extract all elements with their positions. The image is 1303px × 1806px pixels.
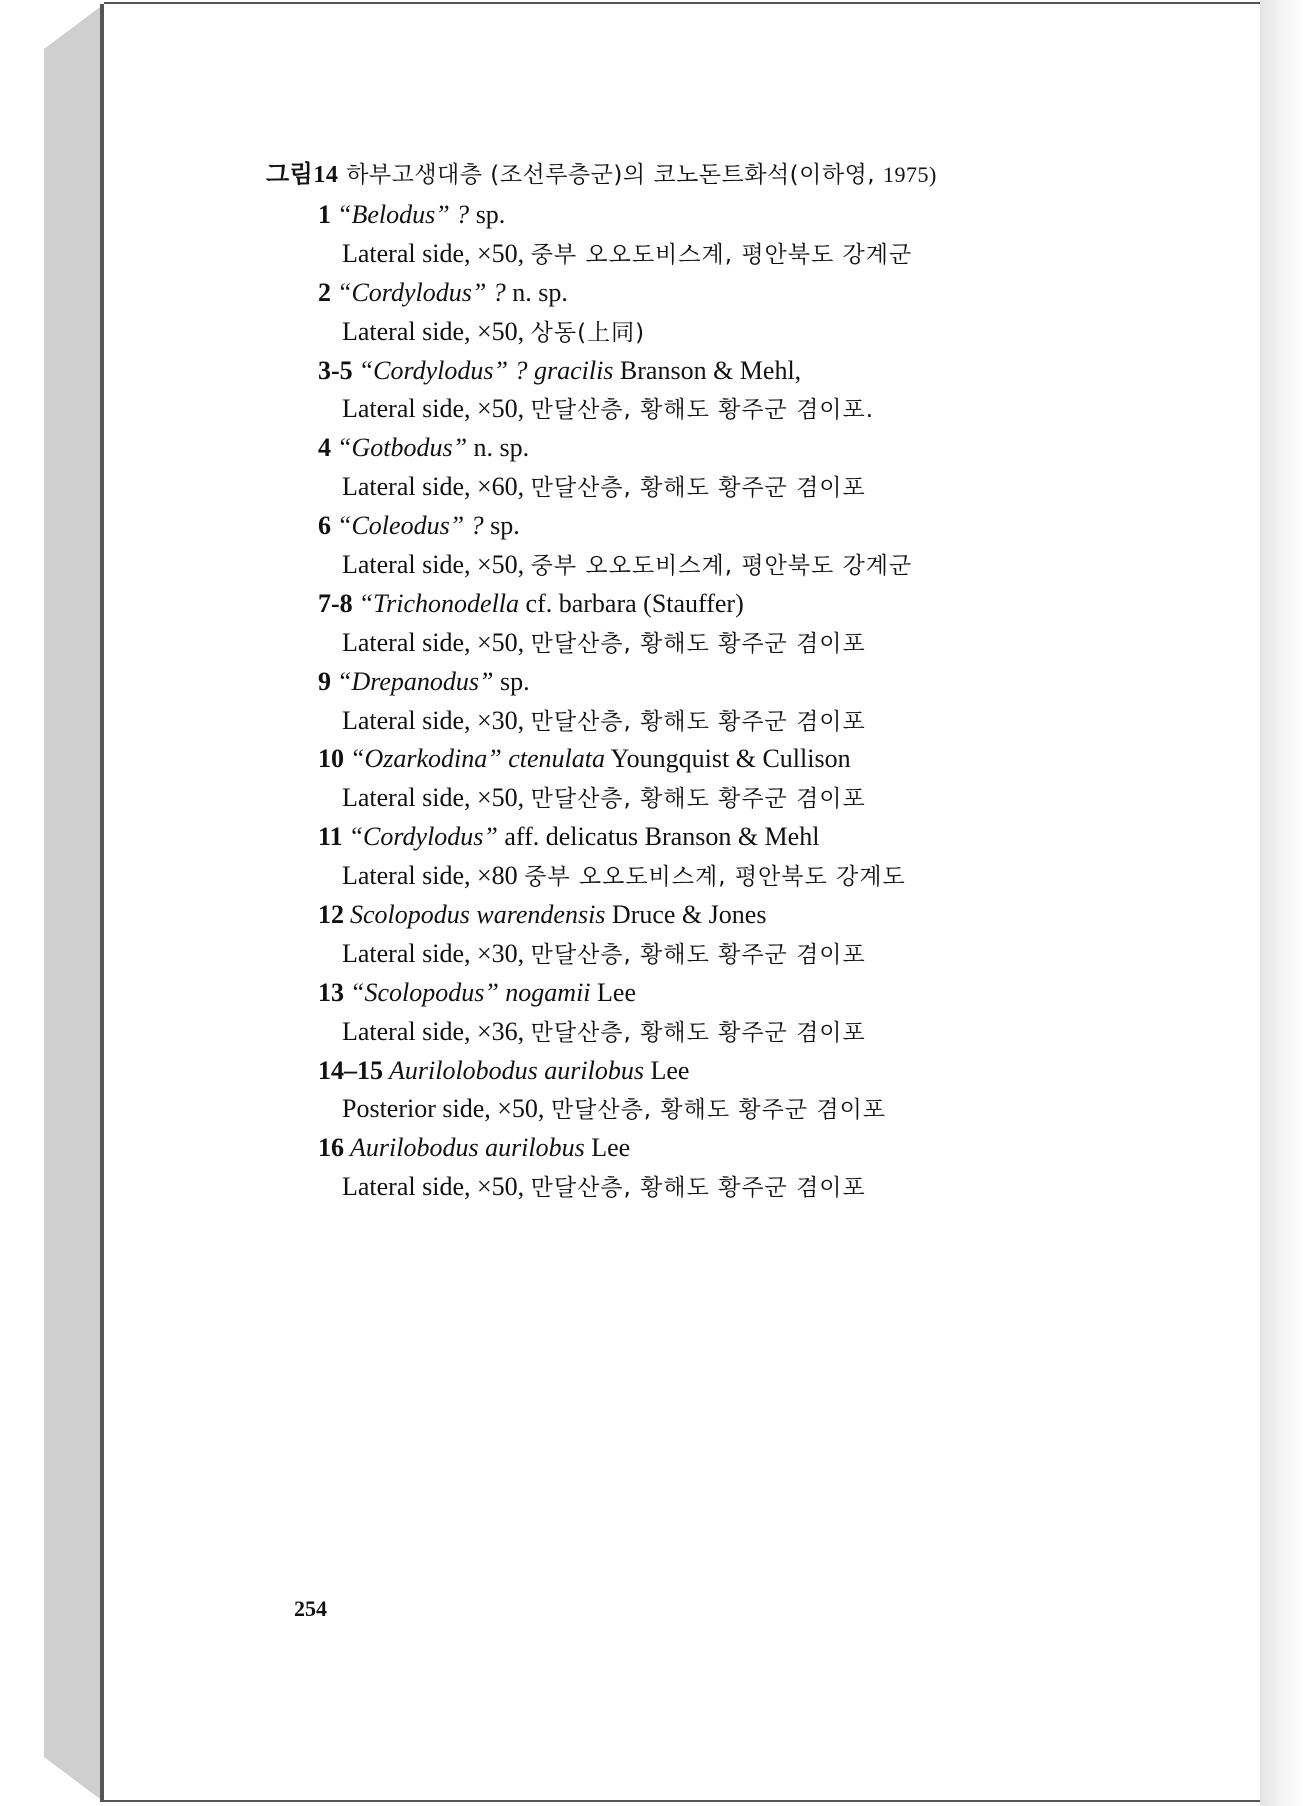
- entry-number: 11: [318, 822, 343, 852]
- entry-heading: [318, 274, 1218, 313]
- entry-view: Lateral side, ×50,: [342, 783, 525, 813]
- entry-view: Lateral side, ×50,: [342, 316, 525, 346]
- entry-author: cf. barbara (Stauffer): [525, 588, 744, 618]
- entry-view: Lateral side, ×50,: [342, 627, 525, 657]
- entry-detail: [318, 235, 1218, 274]
- entry-view: Lateral side, ×50,: [342, 1172, 525, 1202]
- entry-heading: [318, 1052, 1218, 1091]
- entry-locality: 만달산층, 황해도 황주군 겸이포: [530, 786, 866, 813]
- entry-heading: [318, 352, 1218, 391]
- entry-number: 9: [318, 666, 331, 696]
- entry-view: Lateral side, ×50,: [342, 238, 525, 268]
- entry-view: Lateral side, ×36,: [342, 1016, 525, 1046]
- entry-number: 16: [318, 1133, 344, 1163]
- entry-view: Lateral side, ×80: [342, 861, 518, 891]
- entry-locality: 만달산층, 황해도 황주군 겸이포: [530, 630, 866, 657]
- book-spine: [44, 4, 104, 1802]
- entry-view: Lateral side, ×60,: [342, 472, 525, 502]
- entry-taxon: “Scolopodus” nogamii: [350, 977, 591, 1007]
- entry-author: sp.: [500, 666, 530, 696]
- entry-detail: [318, 1168, 1218, 1207]
- entry-taxon: “Ozarkodina” ctenulata: [350, 744, 605, 774]
- entry-number: 2: [318, 277, 331, 307]
- entry-number: 4: [318, 433, 331, 463]
- entry-locality: 만달산층, 황해도 황주군 겸이포: [530, 1175, 866, 1202]
- entry-locality: 중부 오오도비스계, 평안북도 강계군: [530, 241, 913, 268]
- entry-number: 13: [318, 977, 344, 1007]
- entry-detail: [318, 468, 1218, 507]
- entry-author: Druce & Jones: [611, 900, 767, 930]
- page-shadow: [1260, 0, 1303, 1806]
- entry-taxon: Aurilolobodus aurilobus: [389, 1055, 644, 1085]
- entry-author: n. sp.: [473, 433, 530, 463]
- entry-heading: [318, 896, 1218, 935]
- entry-detail: [318, 702, 1218, 741]
- entry-taxon: “Cordylodus”: [348, 822, 498, 852]
- figure-year: 1975): [882, 162, 937, 187]
- figure-label: 그림14: [266, 162, 339, 188]
- entry-locality: 만달산층, 황해도 황주군 겸이포: [550, 1097, 887, 1124]
- entry-author: Lee: [597, 977, 636, 1007]
- entry-view: Lateral side, ×30,: [342, 705, 525, 735]
- entry-taxon: “Trichonodella: [358, 588, 520, 618]
- entry-taxon: “Belodus” ?: [337, 200, 470, 229]
- entry-number: 3-5: [318, 355, 353, 385]
- entry-number: 1: [318, 200, 331, 229]
- entry-taxon: Aurilobodus aurilobus: [350, 1133, 585, 1163]
- entry-number: 6: [318, 511, 331, 541]
- entry-author: Lee: [591, 1133, 631, 1163]
- entry-number: 7-8: [318, 588, 353, 618]
- entry-number: 14–15: [318, 1055, 383, 1085]
- entry-detail: [318, 779, 1218, 818]
- entry-heading: [318, 429, 1218, 468]
- entry-heading: [318, 818, 1218, 857]
- entry-heading: [318, 1129, 1218, 1168]
- entry-view: Lateral side, ×50,: [342, 550, 525, 580]
- entry-heading: [318, 507, 1218, 546]
- entry-number: 12: [318, 900, 344, 930]
- entry-detail: [318, 313, 1218, 352]
- entry-detail: [318, 935, 1218, 974]
- entry-locality: 상동(上同): [530, 319, 646, 346]
- entry-detail: [318, 1013, 1218, 1052]
- entry-heading: [318, 585, 1218, 624]
- entry-taxon: “Cordylodus” ?: [337, 277, 506, 307]
- entry-locality: 중부 오오도비스계, 평안북도 강계군: [530, 553, 913, 580]
- entry-locality: 중부 오오도비스계, 평안북도 강계도: [524, 864, 906, 891]
- entry-author: Lee: [650, 1055, 690, 1085]
- entry-heading: [318, 974, 1218, 1013]
- figure-title: 하부고생대층 (조선루층군)의 코노돈트화석(이하영,: [346, 162, 876, 188]
- entry-heading: [318, 740, 1218, 779]
- entry-author: aff. delicatus Branson & Mehl: [504, 822, 820, 852]
- entry-detail: [318, 390, 1218, 429]
- entry-taxon: “Coleodus” ?: [337, 511, 484, 541]
- entry-author: Branson & Mehl,: [619, 355, 802, 385]
- entry-detail: [318, 624, 1218, 663]
- entry-locality: 만달산층, 황해도 황주군 겸이포.: [530, 397, 875, 424]
- entry-heading: [318, 663, 1218, 702]
- entry-detail: [318, 546, 1218, 585]
- figure-entries: [318, 196, 1218, 1207]
- entry-locality: 만달산층, 황해도 황주군 겸이포: [530, 1019, 866, 1046]
- entry-taxon: “Drepanodus”: [337, 666, 494, 696]
- entry-taxon: “Cordylodus” ? gracilis: [358, 355, 614, 385]
- entry-view: Lateral side, ×30,: [342, 938, 525, 968]
- entry-author: Youngquist & Cullison: [610, 744, 851, 774]
- page-number: 254: [294, 1596, 327, 1621]
- entry-heading: [318, 196, 1218, 235]
- entry-taxon: “Gotbodus”: [337, 433, 468, 463]
- entry-detail: [318, 1090, 1218, 1129]
- entry-view: Posterior side, ×50,: [342, 1094, 545, 1124]
- entry-taxon: Scolopodus warendensis: [350, 900, 606, 930]
- entry-detail: [318, 857, 1218, 896]
- entry-locality: 만달산층, 황해도 황주군 겸이포: [530, 475, 866, 502]
- entry-number: 10: [318, 744, 344, 774]
- entry-author: sp.: [490, 511, 520, 541]
- entry-locality: 만달산층, 황해도 황주군 겸이포: [530, 708, 866, 735]
- entry-author: n. sp.: [512, 277, 568, 307]
- entry-view: Lateral side, ×50,: [342, 394, 525, 424]
- entry-author: sp.: [475, 200, 506, 229]
- entry-locality: 만달산층, 황해도 황주군 겸이포: [530, 941, 866, 968]
- figure-caption: [266, 160, 937, 190]
